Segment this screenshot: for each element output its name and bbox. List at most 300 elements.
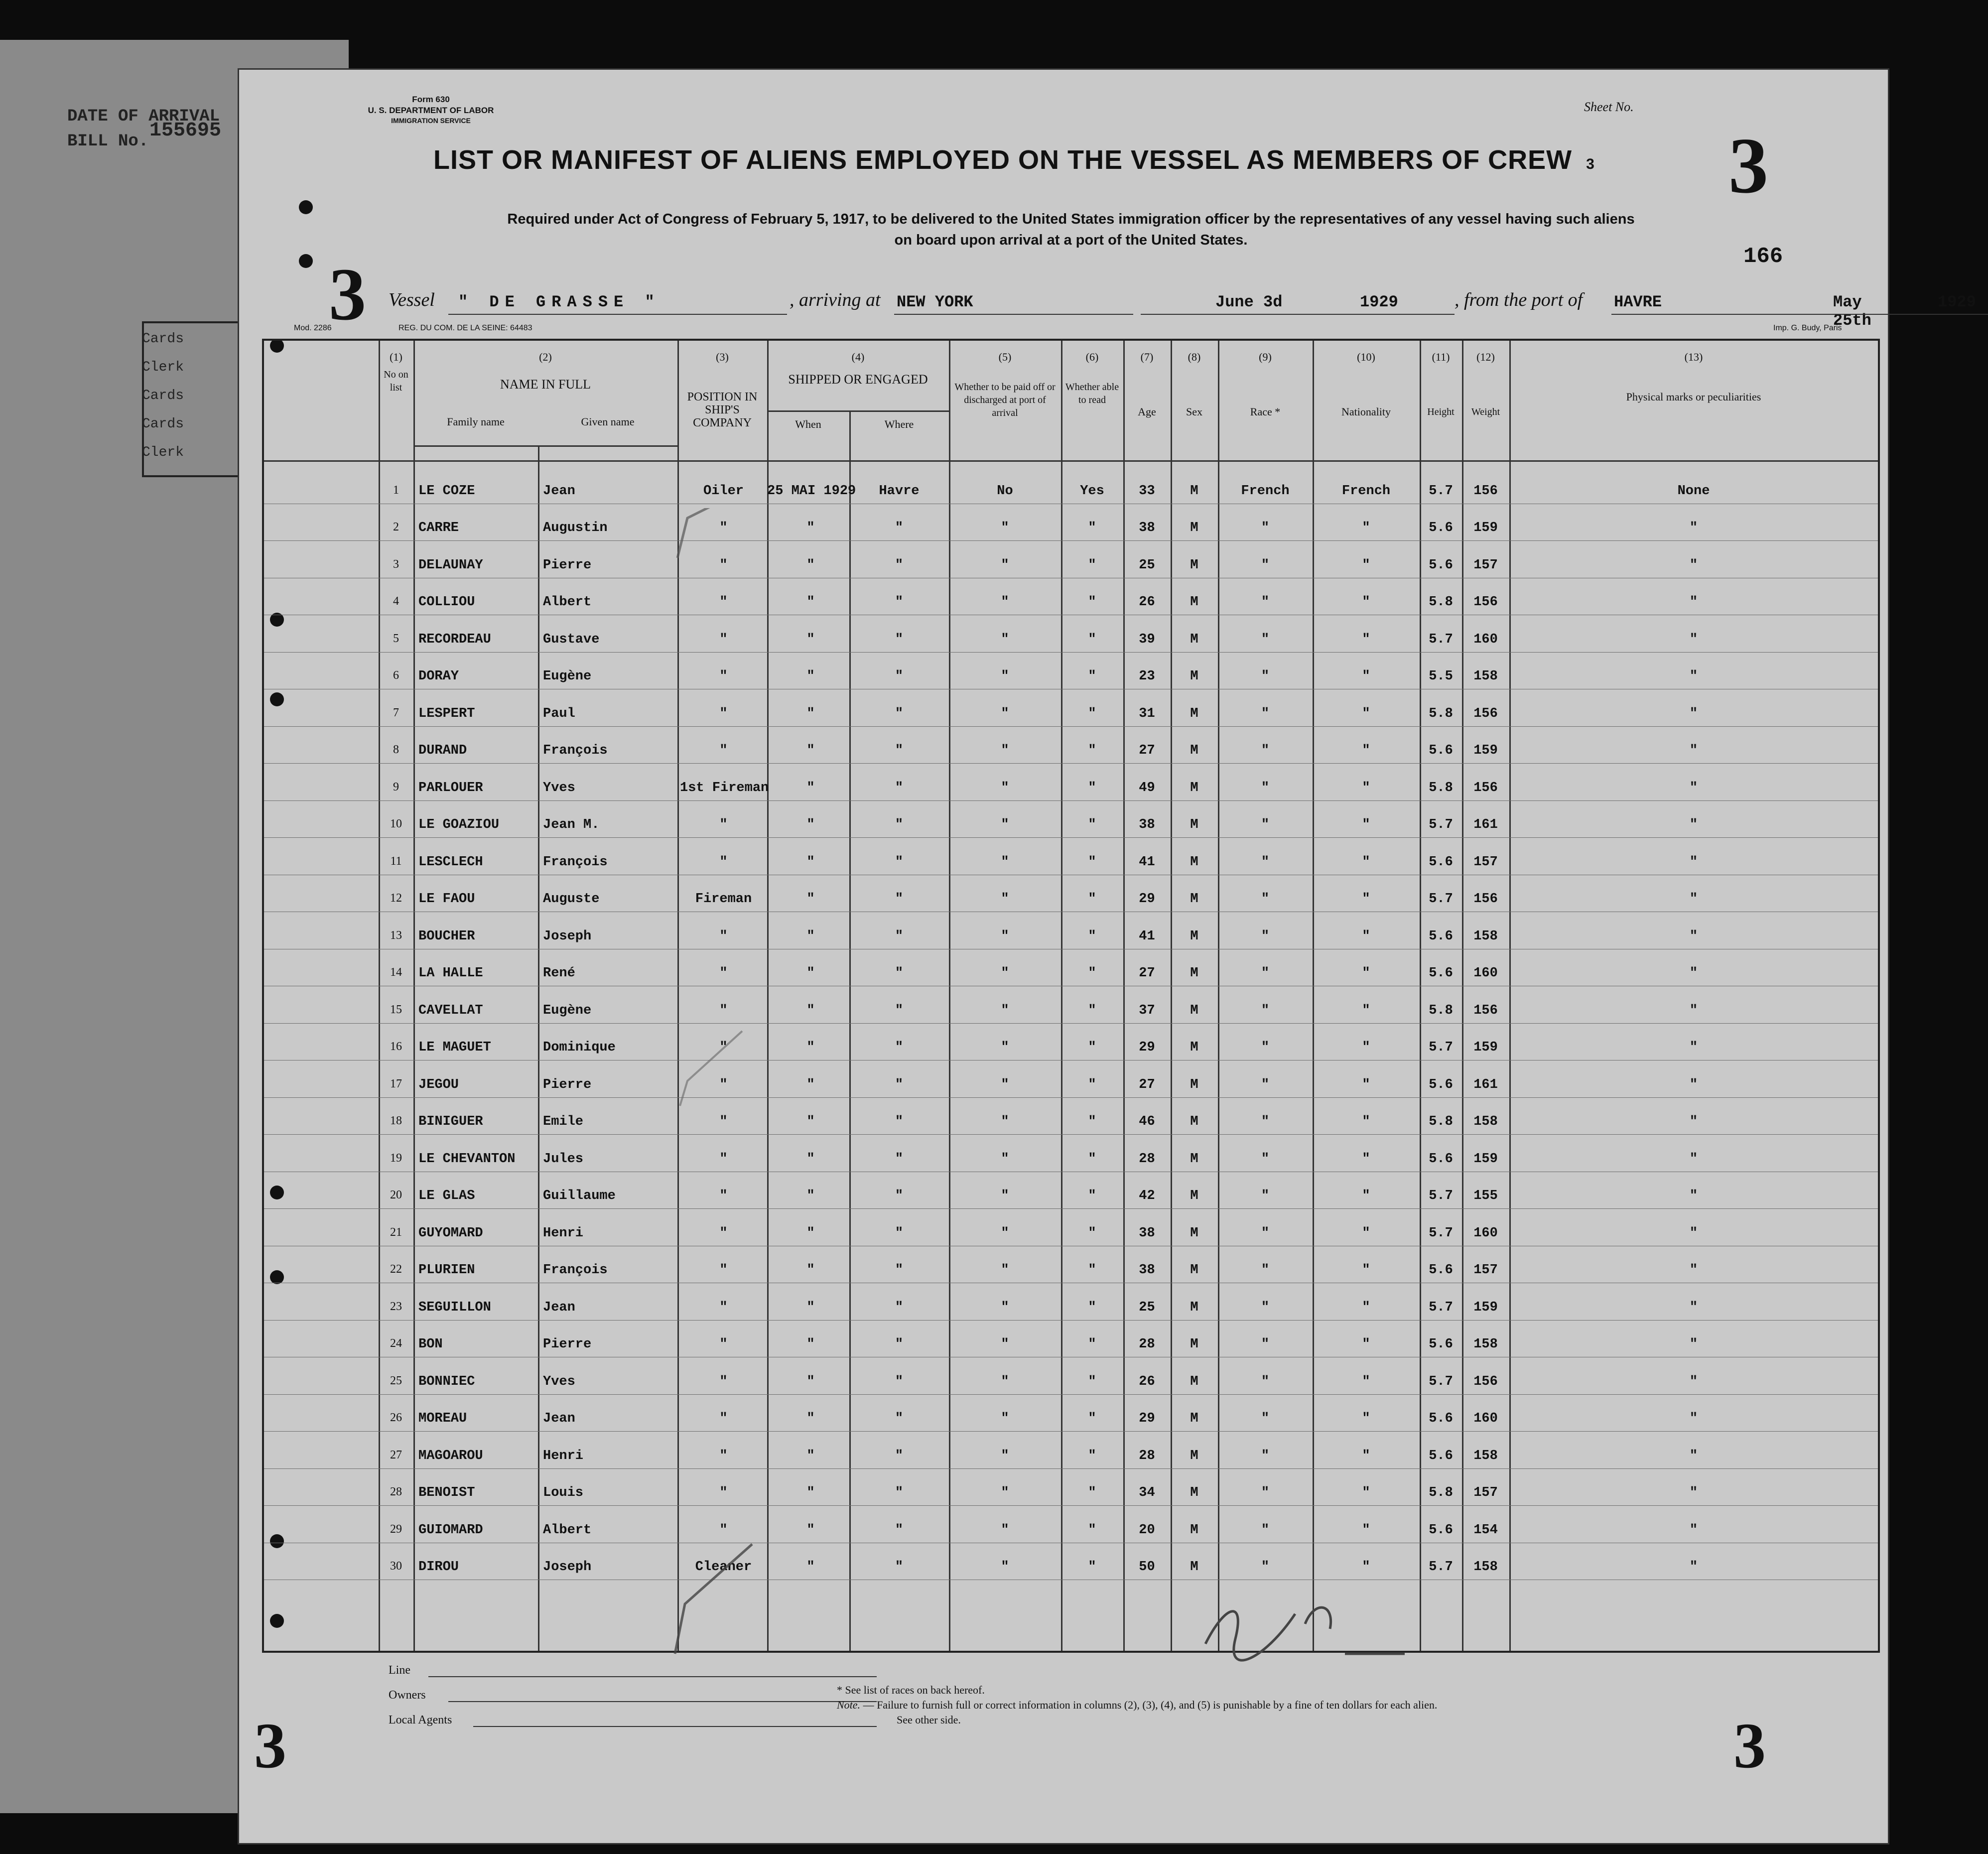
cell-marks: None	[1677, 483, 1710, 499]
cell-height: 5.8	[1429, 1003, 1453, 1018]
cell-nationality: "	[1362, 1448, 1370, 1463]
cell-age: 28	[1139, 1151, 1155, 1167]
cell-where: "	[895, 706, 904, 721]
bill-label: BILL No.	[67, 132, 149, 151]
cell-marks: "	[1689, 1189, 1698, 1203]
cell-marks: "	[1689, 928, 1698, 944]
col-3-number: (3)	[716, 351, 729, 363]
col-6-number: (6)	[1085, 351, 1099, 363]
cell-race: "	[1261, 669, 1270, 684]
cell-read: "	[1088, 1300, 1096, 1315]
cell-sex: M	[1190, 1151, 1198, 1167]
cell-paid: "	[1001, 1374, 1009, 1389]
cell-given: Eugène	[543, 669, 592, 684]
cell-family: GUIOMARD	[418, 1522, 483, 1538]
cell-no: 21	[390, 1225, 402, 1239]
cell-race: "	[1261, 1151, 1270, 1167]
cell-no: 3	[393, 557, 399, 571]
cell-given: François	[543, 854, 608, 870]
cell-race: "	[1261, 1225, 1270, 1241]
cell-weight: 158	[1473, 669, 1498, 684]
cell-race: "	[1261, 854, 1270, 870]
cell-paid: "	[1001, 595, 1009, 610]
cell-given: Jean	[543, 1300, 575, 1315]
cell-position: "	[719, 1225, 728, 1241]
cell-age: 50	[1139, 1560, 1155, 1575]
cell-paid: "	[1001, 1485, 1009, 1500]
cell-sex: M	[1190, 595, 1198, 610]
cell-paid: "	[1001, 1448, 1009, 1463]
col-10-header: Nationality	[1341, 405, 1391, 418]
cell-weight: 158	[1473, 1560, 1498, 1575]
cell-weight: 157	[1473, 1485, 1498, 1500]
cell-age: 28	[1139, 1337, 1155, 1352]
cell-read: "	[1088, 595, 1096, 610]
cell-height: 5.6	[1429, 1337, 1453, 1352]
cell-age: 29	[1139, 892, 1155, 907]
corner-number-left: 3	[254, 1710, 286, 1782]
cell-where: "	[895, 595, 904, 610]
cell-age: 37	[1139, 1003, 1155, 1018]
cell-weight: 157	[1473, 557, 1498, 573]
cell-marks: "	[1689, 892, 1698, 907]
departure-date: May 25th	[1833, 293, 1871, 330]
cell-when: "	[806, 1411, 815, 1426]
cell-height: 5.5	[1429, 669, 1453, 684]
cell-when: "	[806, 780, 815, 795]
cell-read: "	[1088, 1151, 1096, 1167]
cell-no: 16	[390, 1040, 402, 1053]
cell-when: "	[806, 1077, 815, 1092]
cell-when: "	[806, 1040, 815, 1055]
cell-height: 5.6	[1429, 743, 1453, 758]
cell-marks: "	[1689, 1448, 1698, 1463]
cell-height: 5.8	[1429, 1485, 1453, 1500]
cell-given: Yves	[543, 780, 575, 795]
owners-label: Owners	[389, 1689, 426, 1702]
cell-marks: "	[1689, 817, 1698, 832]
cell-read: "	[1088, 1560, 1096, 1575]
cell-given: Jean M.	[543, 817, 600, 832]
cell-given: René	[543, 966, 575, 981]
cell-weight: 160	[1473, 1411, 1498, 1426]
cell-position: "	[719, 1189, 728, 1203]
cell-marks: "	[1689, 706, 1698, 721]
cell-sex: M	[1190, 1263, 1198, 1278]
cell-position: 1st Fireman	[680, 780, 769, 795]
vessel-underline	[448, 314, 787, 315]
cell-nationality: "	[1362, 780, 1370, 795]
cell-paid: "	[1001, 706, 1009, 721]
cell-where: "	[895, 1411, 904, 1426]
row-rule	[264, 1134, 1878, 1135]
cell-position: "	[719, 521, 728, 535]
cell-read: "	[1088, 1522, 1096, 1538]
cell-where: "	[895, 1374, 904, 1389]
cell-race: "	[1261, 743, 1270, 758]
cell-paid: "	[1001, 1560, 1009, 1575]
cell-sex: M	[1190, 1077, 1198, 1092]
cell-family: MOREAU	[418, 1411, 467, 1426]
cell-given: Jean	[543, 1411, 575, 1426]
cell-family: COLLIOU	[418, 595, 475, 610]
cell-position: "	[719, 1077, 728, 1092]
cell-marks: "	[1689, 1040, 1698, 1055]
cell-sex: M	[1190, 966, 1198, 981]
row-rule	[264, 1468, 1878, 1469]
line-underline	[428, 1676, 877, 1677]
line-label: Line	[389, 1664, 410, 1677]
cell-marks: "	[1689, 1300, 1698, 1315]
cell-race: "	[1261, 1040, 1270, 1055]
cell-height: 5.6	[1429, 1522, 1453, 1538]
arriving-port: NEW YORK	[897, 293, 973, 311]
card-line: Cards	[142, 416, 184, 432]
cell-given: Yves	[543, 1374, 575, 1389]
cell-sex: M	[1190, 1337, 1198, 1352]
row-rule	[264, 763, 1878, 764]
cell-position: "	[719, 669, 728, 684]
cell-sex: M	[1190, 557, 1198, 573]
cell-height: 5.6	[1429, 854, 1453, 870]
cell-marks: "	[1689, 669, 1698, 684]
cell-age: 41	[1139, 854, 1155, 870]
cell-when: 25 MAI 1929	[767, 483, 856, 499]
cell-read: "	[1088, 669, 1096, 684]
cell-read: "	[1088, 780, 1096, 795]
cell-no: 27	[390, 1448, 402, 1461]
cell-race: "	[1261, 1077, 1270, 1092]
cell-paid: "	[1001, 1337, 1009, 1352]
row-rule	[264, 1208, 1878, 1209]
cell-race: "	[1261, 780, 1270, 795]
cell-where: "	[895, 1522, 904, 1538]
cell-age: 27	[1139, 966, 1155, 981]
cell-height: 5.7	[1429, 1300, 1453, 1315]
cell-sex: M	[1190, 780, 1198, 795]
col-13-number: (13)	[1684, 351, 1703, 363]
cell-weight: 158	[1473, 1337, 1498, 1352]
cell-height: 5.6	[1429, 966, 1453, 981]
cell-marks: "	[1689, 966, 1698, 981]
cell-nationality: "	[1362, 1040, 1370, 1055]
cell-paid: No	[997, 483, 1013, 499]
cell-when: "	[806, 1560, 815, 1575]
cell-race: "	[1261, 928, 1270, 944]
cell-where: "	[895, 1225, 904, 1241]
cell-where: "	[895, 1077, 904, 1092]
cell-where: "	[895, 1448, 904, 1463]
cell-when: "	[806, 817, 815, 832]
cell-paid: "	[1001, 521, 1009, 535]
cell-weight: 156	[1473, 780, 1498, 795]
cell-race: "	[1261, 1003, 1270, 1018]
col-2-header: NAME IN FULL	[500, 377, 591, 392]
cell-family: DIROU	[418, 1560, 459, 1575]
cell-nationality: "	[1362, 743, 1370, 758]
cell-nationality: "	[1362, 1411, 1370, 1426]
cell-position: "	[719, 854, 728, 870]
cell-position: "	[719, 1114, 728, 1129]
cell-given: Pierre	[543, 1077, 592, 1092]
cell-position: "	[719, 966, 728, 981]
cell-age: 20	[1139, 1522, 1155, 1538]
cell-read: "	[1088, 1374, 1096, 1389]
col-4-header: SHIPPED OR ENGAGED	[788, 372, 928, 387]
subheader-line	[413, 445, 677, 447]
cell-no: 19	[390, 1151, 402, 1165]
cell-weight: 160	[1473, 1225, 1498, 1241]
cell-paid: "	[1001, 1263, 1009, 1278]
cell-read: "	[1088, 1411, 1096, 1426]
cell-given: Guillaume	[543, 1189, 616, 1203]
cell-height: 5.7	[1429, 817, 1453, 832]
cell-marks: "	[1689, 743, 1698, 758]
cell-where: Havre	[879, 483, 920, 499]
mod-number: Mod. 2286	[294, 324, 332, 332]
cell-position: "	[719, 1411, 728, 1426]
cell-where: "	[895, 854, 904, 870]
cell-given: Pierre	[543, 557, 592, 573]
cell-height: 5.6	[1429, 928, 1453, 944]
cell-position: "	[719, 1522, 728, 1538]
col-3-header: POSITION IN SHIP'S COMPANY	[687, 391, 758, 429]
cell-family: PLURIEN	[418, 1263, 475, 1278]
cell-read: "	[1088, 1225, 1096, 1241]
cell-age: 23	[1139, 669, 1155, 684]
cell-nationality: "	[1362, 1485, 1370, 1500]
col-13-header: Physical marks or peculiarities	[1626, 391, 1761, 403]
cell-given: Auguste	[543, 892, 600, 907]
cell-nationality: "	[1362, 1300, 1370, 1315]
row-rule	[264, 800, 1878, 801]
cell-paid: "	[1001, 928, 1009, 944]
cell-read: "	[1088, 817, 1096, 832]
cell-nationality: "	[1362, 817, 1370, 832]
col-divider	[538, 445, 539, 1651]
cell-no: 2	[393, 521, 399, 533]
from-port: HAVRE	[1614, 293, 1662, 311]
cell-marks: "	[1689, 521, 1698, 535]
owners-underline	[448, 1701, 877, 1702]
cell-sex: M	[1190, 743, 1198, 758]
cell-marks: "	[1689, 1003, 1698, 1018]
cell-no: 28	[390, 1485, 402, 1498]
cell-no: 15	[390, 1003, 402, 1016]
punch-hole	[299, 200, 313, 214]
cell-where: "	[895, 780, 904, 795]
cell-position: "	[719, 1485, 728, 1500]
cell-nationality: "	[1362, 1560, 1370, 1575]
cell-race: "	[1261, 1522, 1270, 1538]
cell-paid: "	[1001, 1077, 1009, 1092]
cell-family: BONNIEC	[418, 1374, 475, 1389]
cell-race: "	[1261, 892, 1270, 907]
cell-marks: "	[1689, 1114, 1698, 1129]
cell-no: 23	[390, 1300, 402, 1313]
cell-race: French	[1241, 483, 1290, 499]
cell-sex: M	[1190, 1522, 1198, 1538]
cell-position: "	[719, 1448, 728, 1463]
arriving-label: , arriving at	[790, 289, 881, 310]
cell-when: "	[806, 743, 815, 758]
cell-height: 5.8	[1429, 595, 1453, 610]
cell-age: 26	[1139, 595, 1155, 610]
cell-weight: 156	[1473, 483, 1498, 499]
cell-no: 22	[390, 1263, 402, 1276]
cell-height: 5.6	[1429, 1077, 1453, 1092]
sheet-number: 3	[1728, 121, 1768, 210]
cell-height: 5.7	[1429, 1560, 1453, 1575]
cell-race: "	[1261, 1263, 1270, 1278]
cell-when: "	[806, 521, 815, 535]
row-rule	[264, 1431, 1878, 1432]
subtitle-line-2: on board upon arrival at a port of the United States.	[894, 232, 1248, 248]
fine-note	[837, 1699, 1437, 1712]
cell-when: "	[806, 854, 815, 870]
col-7-header: Age	[1138, 405, 1156, 418]
vessel-name: " DE GRASSE "	[458, 293, 661, 311]
col-9-header: Race *	[1250, 405, 1281, 418]
cell-sex: M	[1190, 1114, 1198, 1129]
cell-when: "	[806, 1300, 815, 1315]
cell-family: BOUCHER	[418, 928, 475, 944]
cell-when: "	[806, 595, 815, 610]
cell-given: Jules	[543, 1151, 584, 1167]
cell-paid: "	[1001, 1411, 1009, 1426]
cell-age: 38	[1139, 1225, 1155, 1241]
cell-read: "	[1088, 854, 1096, 870]
cell-family: LA HALLE	[418, 966, 483, 981]
department: U. S. DEPARTMENT OF LABOR	[368, 106, 494, 115]
cell-given: Dominique	[543, 1040, 616, 1055]
cell-given: Emile	[543, 1114, 584, 1129]
cell-read: "	[1088, 1114, 1096, 1129]
subheader-line	[767, 410, 949, 412]
printer: Imp. G. Budy, Paris	[1773, 324, 1842, 332]
col-8-number: (8)	[1188, 351, 1201, 363]
cell-given: Augustin	[543, 521, 608, 535]
cell-age: 25	[1139, 1300, 1155, 1315]
cell-when: "	[806, 892, 815, 907]
cell-no: 17	[390, 1077, 402, 1090]
cell-weight: 161	[1473, 1077, 1498, 1092]
cell-race: "	[1261, 632, 1270, 647]
cell-nationality: "	[1362, 1151, 1370, 1167]
cell-sex: M	[1190, 1374, 1198, 1389]
cell-race: "	[1261, 1337, 1270, 1352]
cell-when: "	[806, 557, 815, 573]
arriving-underline	[894, 314, 1133, 315]
cell-age: 39	[1139, 632, 1155, 647]
cell-position: "	[719, 1263, 728, 1278]
cell-marks: "	[1689, 1411, 1698, 1426]
cell-height: 5.7	[1429, 1189, 1453, 1203]
cell-where: "	[895, 521, 904, 535]
cell-no: 11	[390, 854, 402, 868]
cell-nationality: "	[1362, 1189, 1370, 1203]
stamp-number: 3	[329, 253, 366, 336]
cell-marks: "	[1689, 1151, 1698, 1167]
cell-paid: "	[1001, 817, 1009, 832]
cell-paid: "	[1001, 1522, 1009, 1538]
cell-paid: "	[1001, 1225, 1009, 1241]
cell-read: "	[1088, 1337, 1096, 1352]
cell-position: "	[719, 817, 728, 832]
cell-nationality: "	[1362, 892, 1370, 907]
cell-sex: M	[1190, 1485, 1198, 1500]
cell-no: 7	[393, 706, 399, 719]
cell-nationality: "	[1362, 669, 1370, 684]
see-other-side: See other side.	[897, 1714, 961, 1726]
cell-family: GUYOMARD	[418, 1225, 483, 1241]
cell-given: Henri	[543, 1448, 584, 1463]
cell-nationality: "	[1362, 854, 1370, 870]
cell-read: "	[1088, 1485, 1096, 1500]
cell-height: 5.6	[1429, 1448, 1453, 1463]
cell-paid: "	[1001, 1189, 1009, 1203]
row-rule	[264, 1097, 1878, 1098]
cell-sex: M	[1190, 1040, 1198, 1055]
cell-height: 5.7	[1429, 892, 1453, 907]
cell-paid: "	[1001, 557, 1009, 573]
departure-year: 1929	[1938, 293, 1976, 311]
cell-family: PARLOUER	[418, 780, 483, 795]
service: IMMIGRATION SERVICE	[391, 117, 471, 125]
arrival-label: DATE OF ARRIVAL	[67, 107, 220, 126]
cell-family: DURAND	[418, 743, 467, 758]
cell-when: "	[806, 1522, 815, 1538]
cell-position: "	[719, 1003, 728, 1018]
cell-position: "	[719, 1151, 728, 1167]
cell-race: "	[1261, 1411, 1270, 1426]
cell-weight: 159	[1473, 1300, 1498, 1315]
col-6-header: Whether able to read	[1065, 382, 1119, 405]
cell-no: 20	[390, 1189, 402, 1201]
cell-when: "	[806, 1337, 815, 1352]
cell-race: "	[1261, 1485, 1270, 1500]
col-10-number: (10)	[1357, 351, 1375, 363]
cell-race: "	[1261, 1114, 1270, 1129]
cell-nationality: "	[1362, 1225, 1370, 1241]
cell-race: "	[1261, 1300, 1270, 1315]
from-underline	[1611, 314, 1988, 315]
cell-family: DELAUNAY	[418, 557, 483, 573]
cell-weight: 158	[1473, 1114, 1498, 1129]
cell-family: LE FAOU	[418, 892, 475, 907]
cell-weight: 156	[1473, 892, 1498, 907]
cell-given: Eugène	[543, 1003, 592, 1018]
date-underline	[1141, 314, 1455, 315]
cell-where: "	[895, 1003, 904, 1018]
cell-no: 6	[393, 669, 399, 682]
cell-given: Louis	[543, 1485, 584, 1500]
cell-marks: "	[1689, 632, 1698, 647]
cell-nationality: "	[1362, 966, 1370, 981]
cell-when: "	[806, 966, 815, 981]
note-label: Note.	[837, 1699, 861, 1711]
cell-marks: "	[1689, 780, 1698, 795]
vessel-label: Vessel	[389, 289, 435, 310]
col-2-number: (2)	[539, 351, 552, 363]
cell-race: "	[1261, 1448, 1270, 1463]
cell-paid: "	[1001, 632, 1009, 647]
col-divider	[413, 341, 415, 1651]
cell-no: 18	[390, 1114, 402, 1127]
punch-hole	[299, 254, 313, 268]
cell-nationality: "	[1362, 1003, 1370, 1018]
inspector-signature	[1186, 1584, 1415, 1669]
